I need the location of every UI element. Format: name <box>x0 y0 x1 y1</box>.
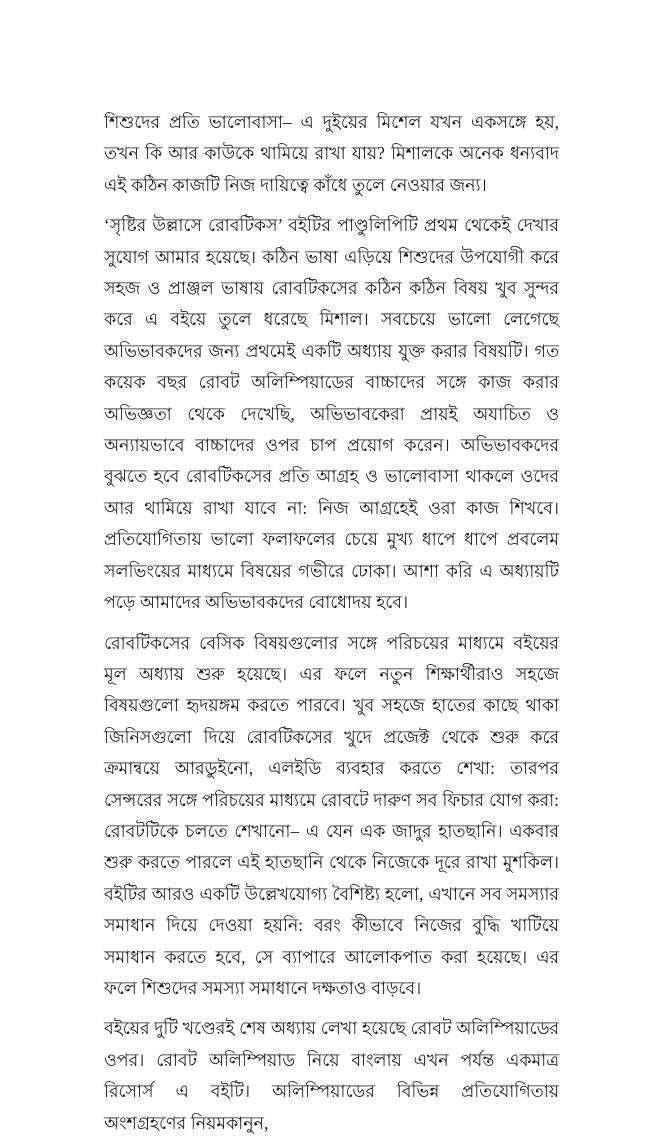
paragraph-4: বইয়ের দুটি খণ্ডেরই শেষ অধ্যায় লেখা হয়েছে রোবট অলিম্পিয়াডের ওপর। রোবট অলিম্পিয়াড নিয়ে বাংলায় এখন পর্যন্ত একমাত্র রিসোর্স এ বইটি। অলিম্পিয়াডের বিভিন্ন প্রতিযোগিতায় অংশগ্রহণের নিয়মকানুন, <box>104 1018 559 1133</box>
paragraph-3: রোবটিকসের বেসিক বিষয়গুলোর সঙ্গে পরিচয়ের মাধ্যমে বইয়ের মূল অধ্যায় শুরু হয়েছে। এর ফলে নতুন শিক্ষার্থীরাও সহজে বিষয়গুলো হৃদয়ঙ্গম করতে পারবে। খুব সহজে হাতের কাছে থাকা জিনিসগুলো দিয়ে রোবটিকসের খুদে প্রজেক্ট থেকে শুরু করে ক্রমান্বয়ে আরডুইনো, এলইডি ব্যবহার করতে শেখা: তারপর সেন্সরের সঙ্গে পরিচয়ের মাধ্যমে রোবটে দারুণ সব ফিচার যোগ করা: রোবটটিকে চলতে শেখানো– এ যেন এক জাদুর হাতছানি। একবার শুরু করতে পারলে এই হাতছানি থেকে নিজেকে দূরে রাখা মুশকিল। বইটির আরও একটি উল্লেখযোগ্য বৈশিষ্ট্য হলো, এখানে সব সমস্যার সমাধান দিয়ে দেওয়া হয়নি: বরং কীভাবে নিজের বুদ্ধি খাটিয়ে সমাধান করতে হবে, সে ব্যাপারে আলোকপাত করা হয়েছে। এর ফলে শিশুদের সমস্যা সমাধানে দক্ষতাও বাড়বে। <box>104 632 559 998</box>
paragraph-1: শিশুদের প্রতি ভালোবাসা– এ দুইয়ের মিশেল যখন একসঙ্গে হয়, তখন কি আর কাউকে থামিয়ে রাখা যায়? মিশালকে অনেক ধন্যবাদ এই কঠিন কাজটি নিজ দায়িত্বে কাঁধে তুলে নেওয়ার জন্য। <box>104 112 559 195</box>
body-text-column <box>104 107 559 1139</box>
paragraph-2: ‘সৃষ্টির উল্লাসে রোবটিকস’ বইটির পাণ্ডুলিপিটি প্রথম থেকেই দেখার সুযোগ আমার হয়েছে। কঠিন ভাষা এড়িয়ে শিশুদের উপযোগী করে সহজ ও প্রাঞ্জল ভাষায় রোবটিকসের কঠিন কঠিন বিষয় খুব সুন্দর করে এ বইয়ে তুলে ধরেছে মিশাল। সবচেয়ে ভালো লেগেছে অভিভাবকদের জন্য প্রথমেই একটি অধ্যায় যুক্ত করার বিষয়টি। গত কয়েক বছর রোবট অলিম্পিয়াডের বাচ্চাদের সঙ্গে কাজ করার অভিজ্ঞতা থেকে দেখেছি, অভিভাবকেরা প্রায়ই অযাচিত ও অন্যায়ভাবে বাচ্চাদের ওপর চাপ প্রয়োগ করেন। অভিভাবকদের বুঝতে হবে রোবটিকসের প্রতি আগ্রহ ও ভালোবাসা থাকলে ওদের আর থামিয়ে রাখা যাবে না: নিজ আগ্রহেই ওরা কাজ শিখবে। প্রতিযোগিতায় ভালো ফলাফলের চেয়ে মুখ্য ধাপে ধাপে প্রবলেম সলভিংয়ের মাধ্যমে বিষয়ের গভীরে ঢোকা। আশা করি এ অধ্যায়টি পড়ে আমাদের অভিভাবকদের বোধোদয় হবে। <box>104 215 559 613</box>
